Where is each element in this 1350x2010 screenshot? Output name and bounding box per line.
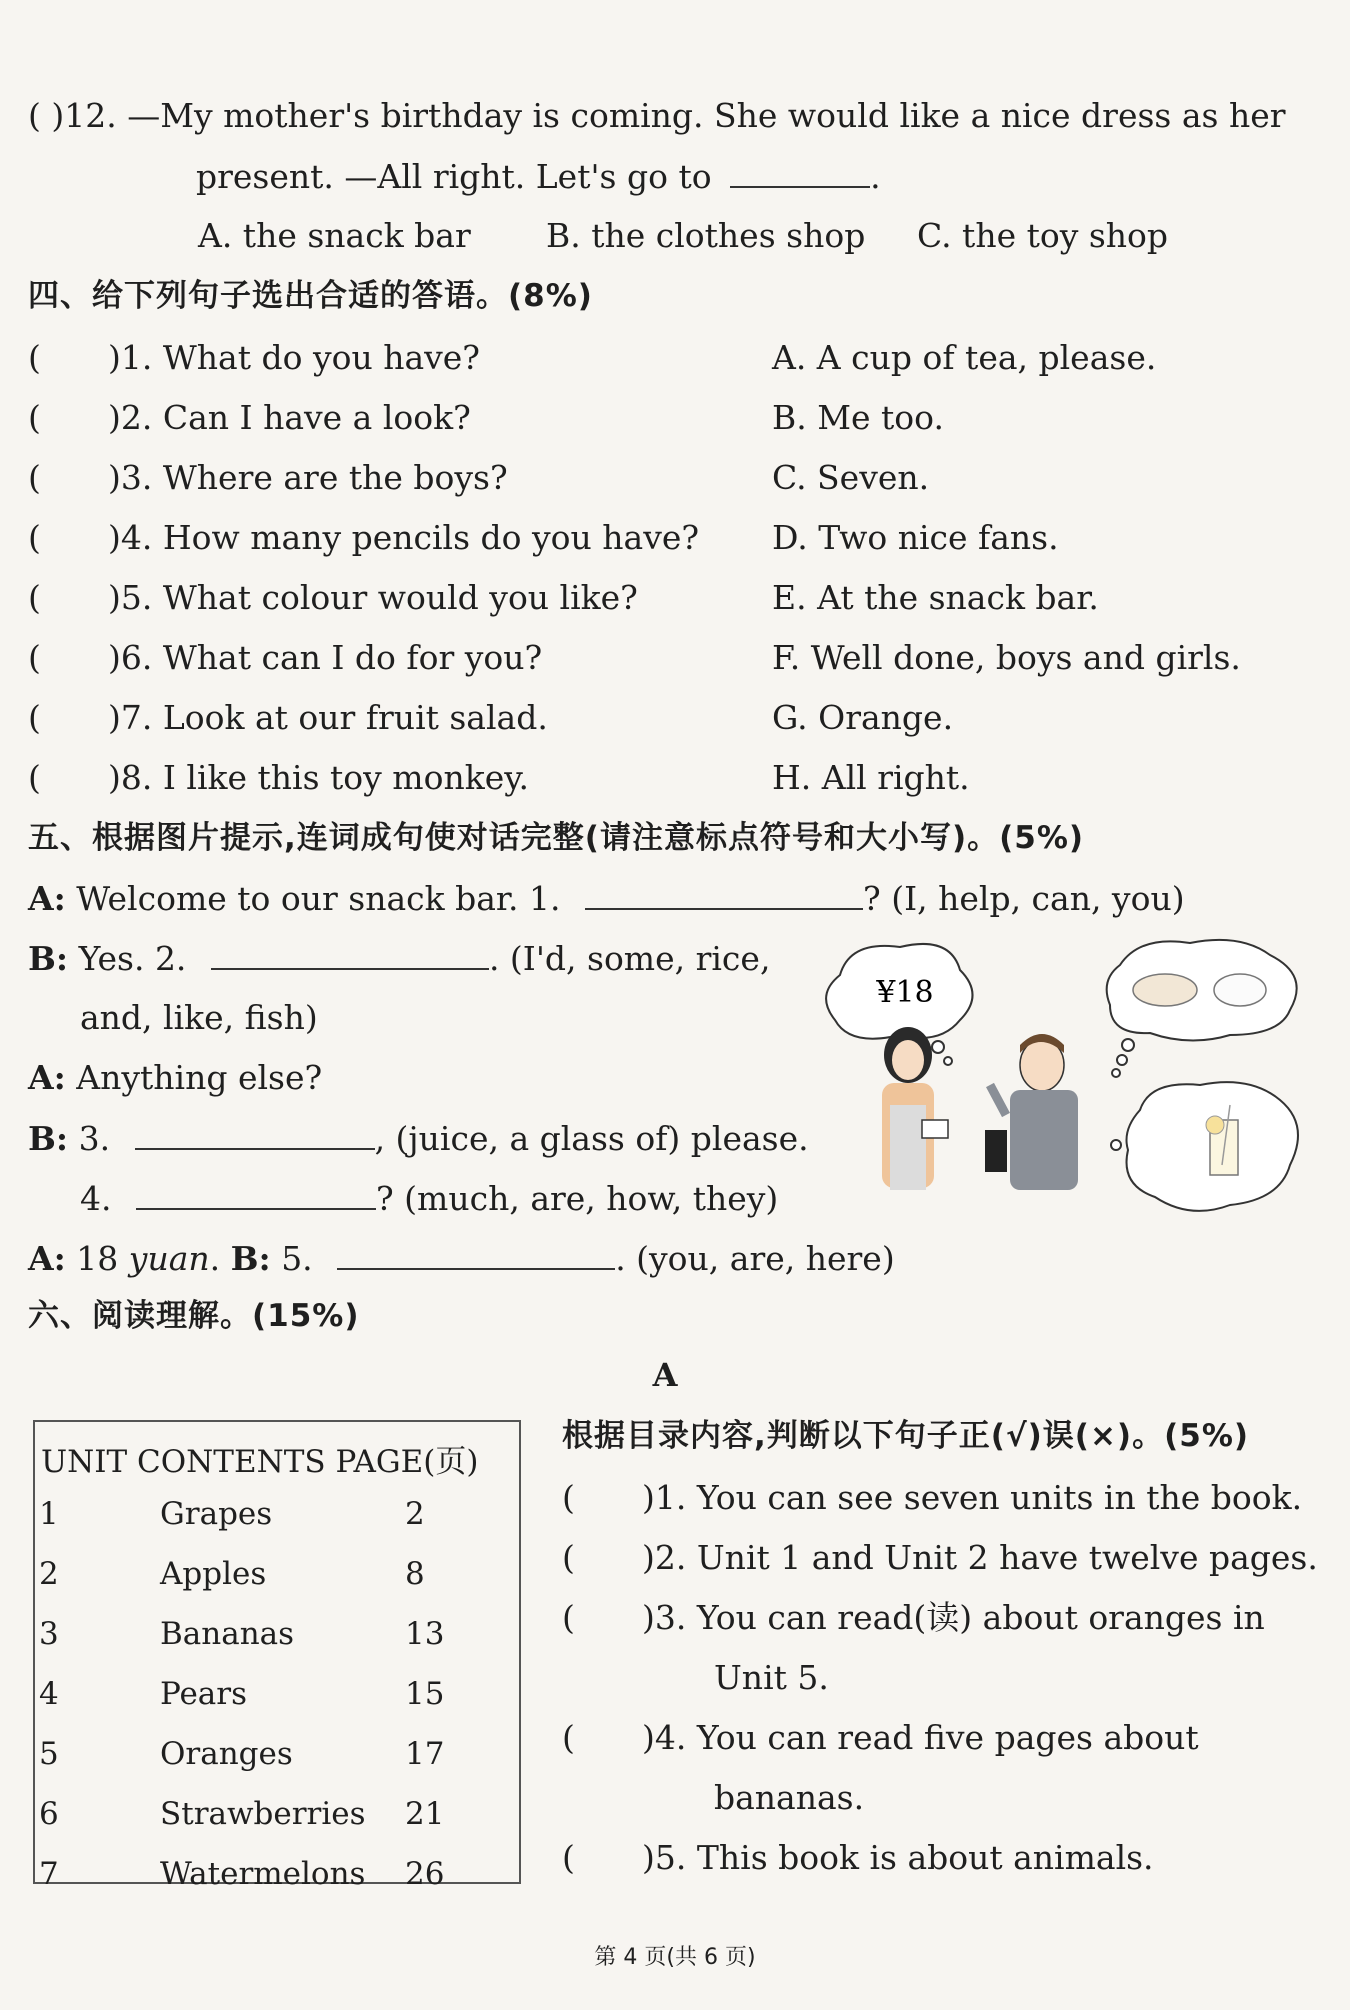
tf-question: ( )2. Unit 1 and Unit 2 have twelve pages. <box>562 1538 1318 1577</box>
snack-bar-illustration <box>810 935 1320 1225</box>
q12-line2-text: present. —All right. Let's go to <box>196 157 712 196</box>
s4-answer: E. At the snack bar. <box>772 578 1099 617</box>
s5-blank-2[interactable] <box>211 938 489 970</box>
tf-question: ( )3. You can read(读) about oranges in <box>562 1598 1265 1637</box>
section5-heading: 五、根据图片提示,连词成句使对话完整(请注意标点符号和大小写)。(5%) <box>28 820 1085 856</box>
s5-line5: 4. ? (much, are, how, they) <box>80 1179 779 1218</box>
s4-answer: C. Seven. <box>772 458 930 497</box>
s4-answer: A. A cup of tea, please. <box>772 338 1157 377</box>
q12-line2 <box>196 156 881 197</box>
tf-question: ( )4. You can read five pages about <box>562 1718 1199 1757</box>
s4-question: ( )1. What do you have? <box>28 338 481 377</box>
s5-line2: B: Yes. 2. . (I'd, some, rice, <box>28 939 771 978</box>
tf-question-cont: bananas. <box>714 1778 865 1817</box>
s4-question: ( )7. Look at our fruit salad. <box>28 698 548 737</box>
s5-blank-3[interactable] <box>135 1118 375 1150</box>
page-footer: 第 4 页(共 6 页) <box>594 1945 756 1970</box>
q12-line1: ( )12. —My mother's birthday is coming. She would like a nice dress as her <box>28 96 1286 135</box>
section6-heading: 六、阅读理解。(15%) <box>28 1298 360 1334</box>
s5-blank-4[interactable] <box>136 1178 376 1210</box>
s5-line3: A: Anything else? <box>28 1058 323 1097</box>
tf-instruction: 根据目录内容,判断以下句子正(√)误(×)。(5%) <box>562 1418 1250 1454</box>
tf-question: ( )1. You can see seven units in the book. <box>562 1478 1303 1517</box>
tf-question: ( )5. This book is about animals. <box>562 1838 1154 1877</box>
part-a-title: A <box>652 1356 678 1394</box>
fish-plate-icon <box>1133 974 1197 1006</box>
s4-answer: F. Well done, boys and girls. <box>772 638 1241 677</box>
rice-bowl-icon <box>1214 974 1266 1006</box>
s5-line2-cont: and, like, fish) <box>80 998 318 1037</box>
price-bubble-text: ¥18 <box>876 975 934 1010</box>
s4-answer: G. Orange. <box>772 698 954 737</box>
s5-blank-5[interactable] <box>337 1238 615 1270</box>
section4-heading: 四、给下列句子选出合适的答语。(8%) <box>28 278 593 314</box>
s5-line1: A: Welcome to our snack bar. 1. ? (I, help, can, you) <box>28 879 1185 918</box>
s4-question: ( )6. What can I do for you? <box>28 638 543 677</box>
s5-line4: B: 3. , (juice, a glass of) please. <box>28 1119 809 1158</box>
q12-option-c[interactable]: C. the toy shop <box>917 216 1169 255</box>
s5-line6: A: 18 yuan. B: 5. . (you, are, here) <box>28 1239 895 1278</box>
q12-line2-end: . <box>870 157 881 196</box>
q12-answer-blank[interactable] <box>730 156 870 188</box>
tf-question-cont: Unit 5. <box>714 1658 829 1697</box>
q12-option-b[interactable]: B. the clothes shop <box>546 216 866 255</box>
s4-answer: B. Me too. <box>772 398 944 437</box>
q12-option-a[interactable]: A. the snack bar <box>198 216 471 255</box>
s4-question: ( )4. How many pencils do you have? <box>28 518 700 557</box>
s4-answer: D. Two nice fans. <box>772 518 1059 557</box>
s4-question: ( )3. Where are the boys? <box>28 458 508 497</box>
s4-question: ( )8. I like this toy monkey. <box>28 758 529 797</box>
contents-table: UNIT CONTENTS PAGE(页) 1 Grapes 2 2 Apples 8 3 Bananas 13 4 Pears 15 5 Oranges 17 6 Strawberries 21 7 Watermelons 26 <box>33 1420 521 1884</box>
s4-answer: H. All right. <box>772 758 970 797</box>
s5-blank-1[interactable] <box>585 878 863 910</box>
s4-question: ( )5. What colour would you like? <box>28 578 638 617</box>
customer-figure <box>985 1034 1078 1190</box>
toc-header: UNIT CONTENTS PAGE(页) <box>41 1444 479 1480</box>
s4-question: ( )2. Can I have a look? <box>28 398 471 437</box>
